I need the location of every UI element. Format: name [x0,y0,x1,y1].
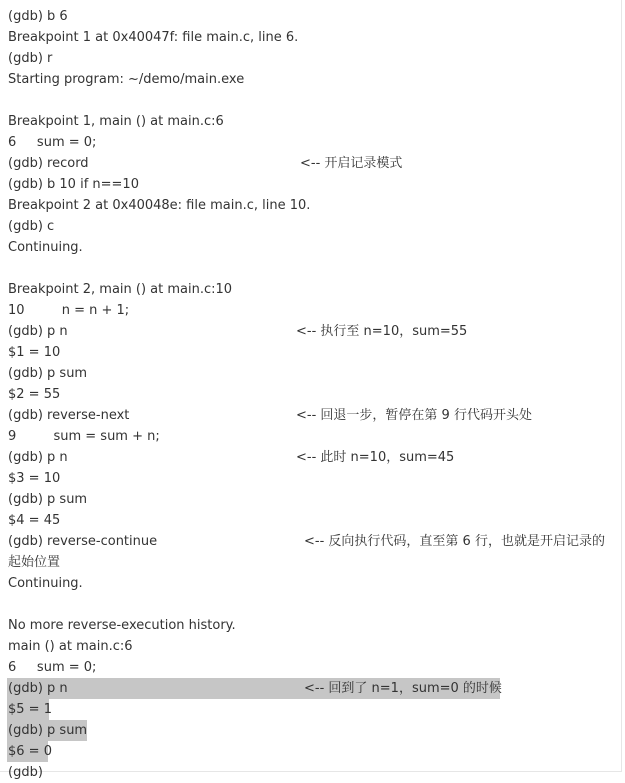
command-text: (gdb) b 10 if n==10 [8,177,139,192]
output-text: $1 = 10 [8,345,61,360]
transcript-line [8,405,608,426]
transcript-line [8,132,608,153]
blank-line [8,90,608,111]
command-text: (gdb) p n [8,450,68,465]
highlighted-line [8,741,608,762]
output-text: Breakpoint 2, main () at main.c:10 [8,282,233,297]
blank-line [8,594,608,615]
command-text: (gdb) reverse-continue [8,534,158,549]
output-text: $3 = 10 [8,471,61,486]
output-text: Breakpoint 1 at 0x40047f: file main.c, line 6. [8,30,299,45]
transcript-line [8,111,608,132]
transcript-line [8,174,608,195]
annotation-text: <-- 开启记录模式 [300,156,403,171]
output-text: Breakpoint 2 at 0x40048e: file main.c, line 10. [8,198,311,213]
command-text: (gdb) p sum [8,366,88,381]
annotation-continuation: 起始位置 [8,555,61,570]
command-text: (gdb) record [8,156,89,171]
command-text: (gdb) reverse-next [8,408,130,423]
output-text: Continuing. [8,240,83,255]
transcript-content [8,6,608,780]
transcript-line [8,657,608,678]
annotation-text: <-- 反向执行代码，直至第 6 行，也就是开启记录的 [304,534,605,549]
command-text: (gdb) p sum [8,723,88,738]
transcript-line [8,762,608,780]
output-text: Breakpoint 1, main () at main.c:6 [8,114,224,129]
transcript-line [8,237,608,258]
transcript-line [8,48,608,69]
output-text: Starting program: ~/demo/main.exe [8,72,245,87]
transcript-line [8,321,608,342]
transcript-line [8,468,608,489]
transcript-line [8,342,608,363]
command-text: (gdb) b 6 [8,9,68,24]
source-line: 9 sum = sum + n; [8,429,160,444]
transcript-line [8,552,608,573]
output-text: Continuing. [8,576,83,591]
blank-line [8,258,608,279]
command-text: (gdb) p sum [8,492,88,507]
source-line: 6 sum = 0; [8,660,97,675]
transcript-line [8,426,608,447]
transcript-line [8,531,608,552]
output-text: $5 = 1 [8,702,52,717]
output-text: $2 = 55 [8,387,61,402]
source-line: 10 n = n + 1; [8,303,130,318]
transcript-line [8,636,608,657]
transcript-line [8,69,608,90]
transcript-line [8,6,608,27]
output-text: No more reverse-execution history. [8,618,236,633]
output-text: main () at main.c:6 [8,639,133,654]
command-text: (gdb) p n [8,681,68,696]
transcript-line [8,615,608,636]
transcript-line [8,216,608,237]
transcript-line [8,27,608,48]
annotation-text: <-- 回到了 n=1，sum=0 的时候 [304,681,502,696]
transcript-line [8,195,608,216]
transcript-line [8,153,608,174]
highlighted-line [8,699,608,720]
output-text: $6 = 0 [8,744,52,759]
command-text: (gdb) r [8,51,53,66]
command-text: (gdb) [8,765,43,780]
source-line: 6 sum = 0; [8,135,97,150]
transcript-line [8,300,608,321]
transcript-line [8,573,608,594]
highlighted-line [8,678,608,699]
transcript-line [8,510,608,531]
transcript-line [8,279,608,300]
annotation-text: <-- 此时 n=10，sum=45 [296,450,455,465]
transcript-line [8,363,608,384]
transcript-line [8,384,608,405]
annotation-text: <-- 回退一步，暂停在第 9 行代码开头处 [296,408,532,423]
command-text: (gdb) p n [8,324,68,339]
highlighted-line [8,720,608,741]
transcript-line [8,447,608,468]
transcript-line [8,489,608,510]
command-text: (gdb) c [8,219,55,234]
output-text: $4 = 45 [8,513,61,528]
annotation-text: <-- 执行至 n=10，sum=55 [296,324,468,339]
